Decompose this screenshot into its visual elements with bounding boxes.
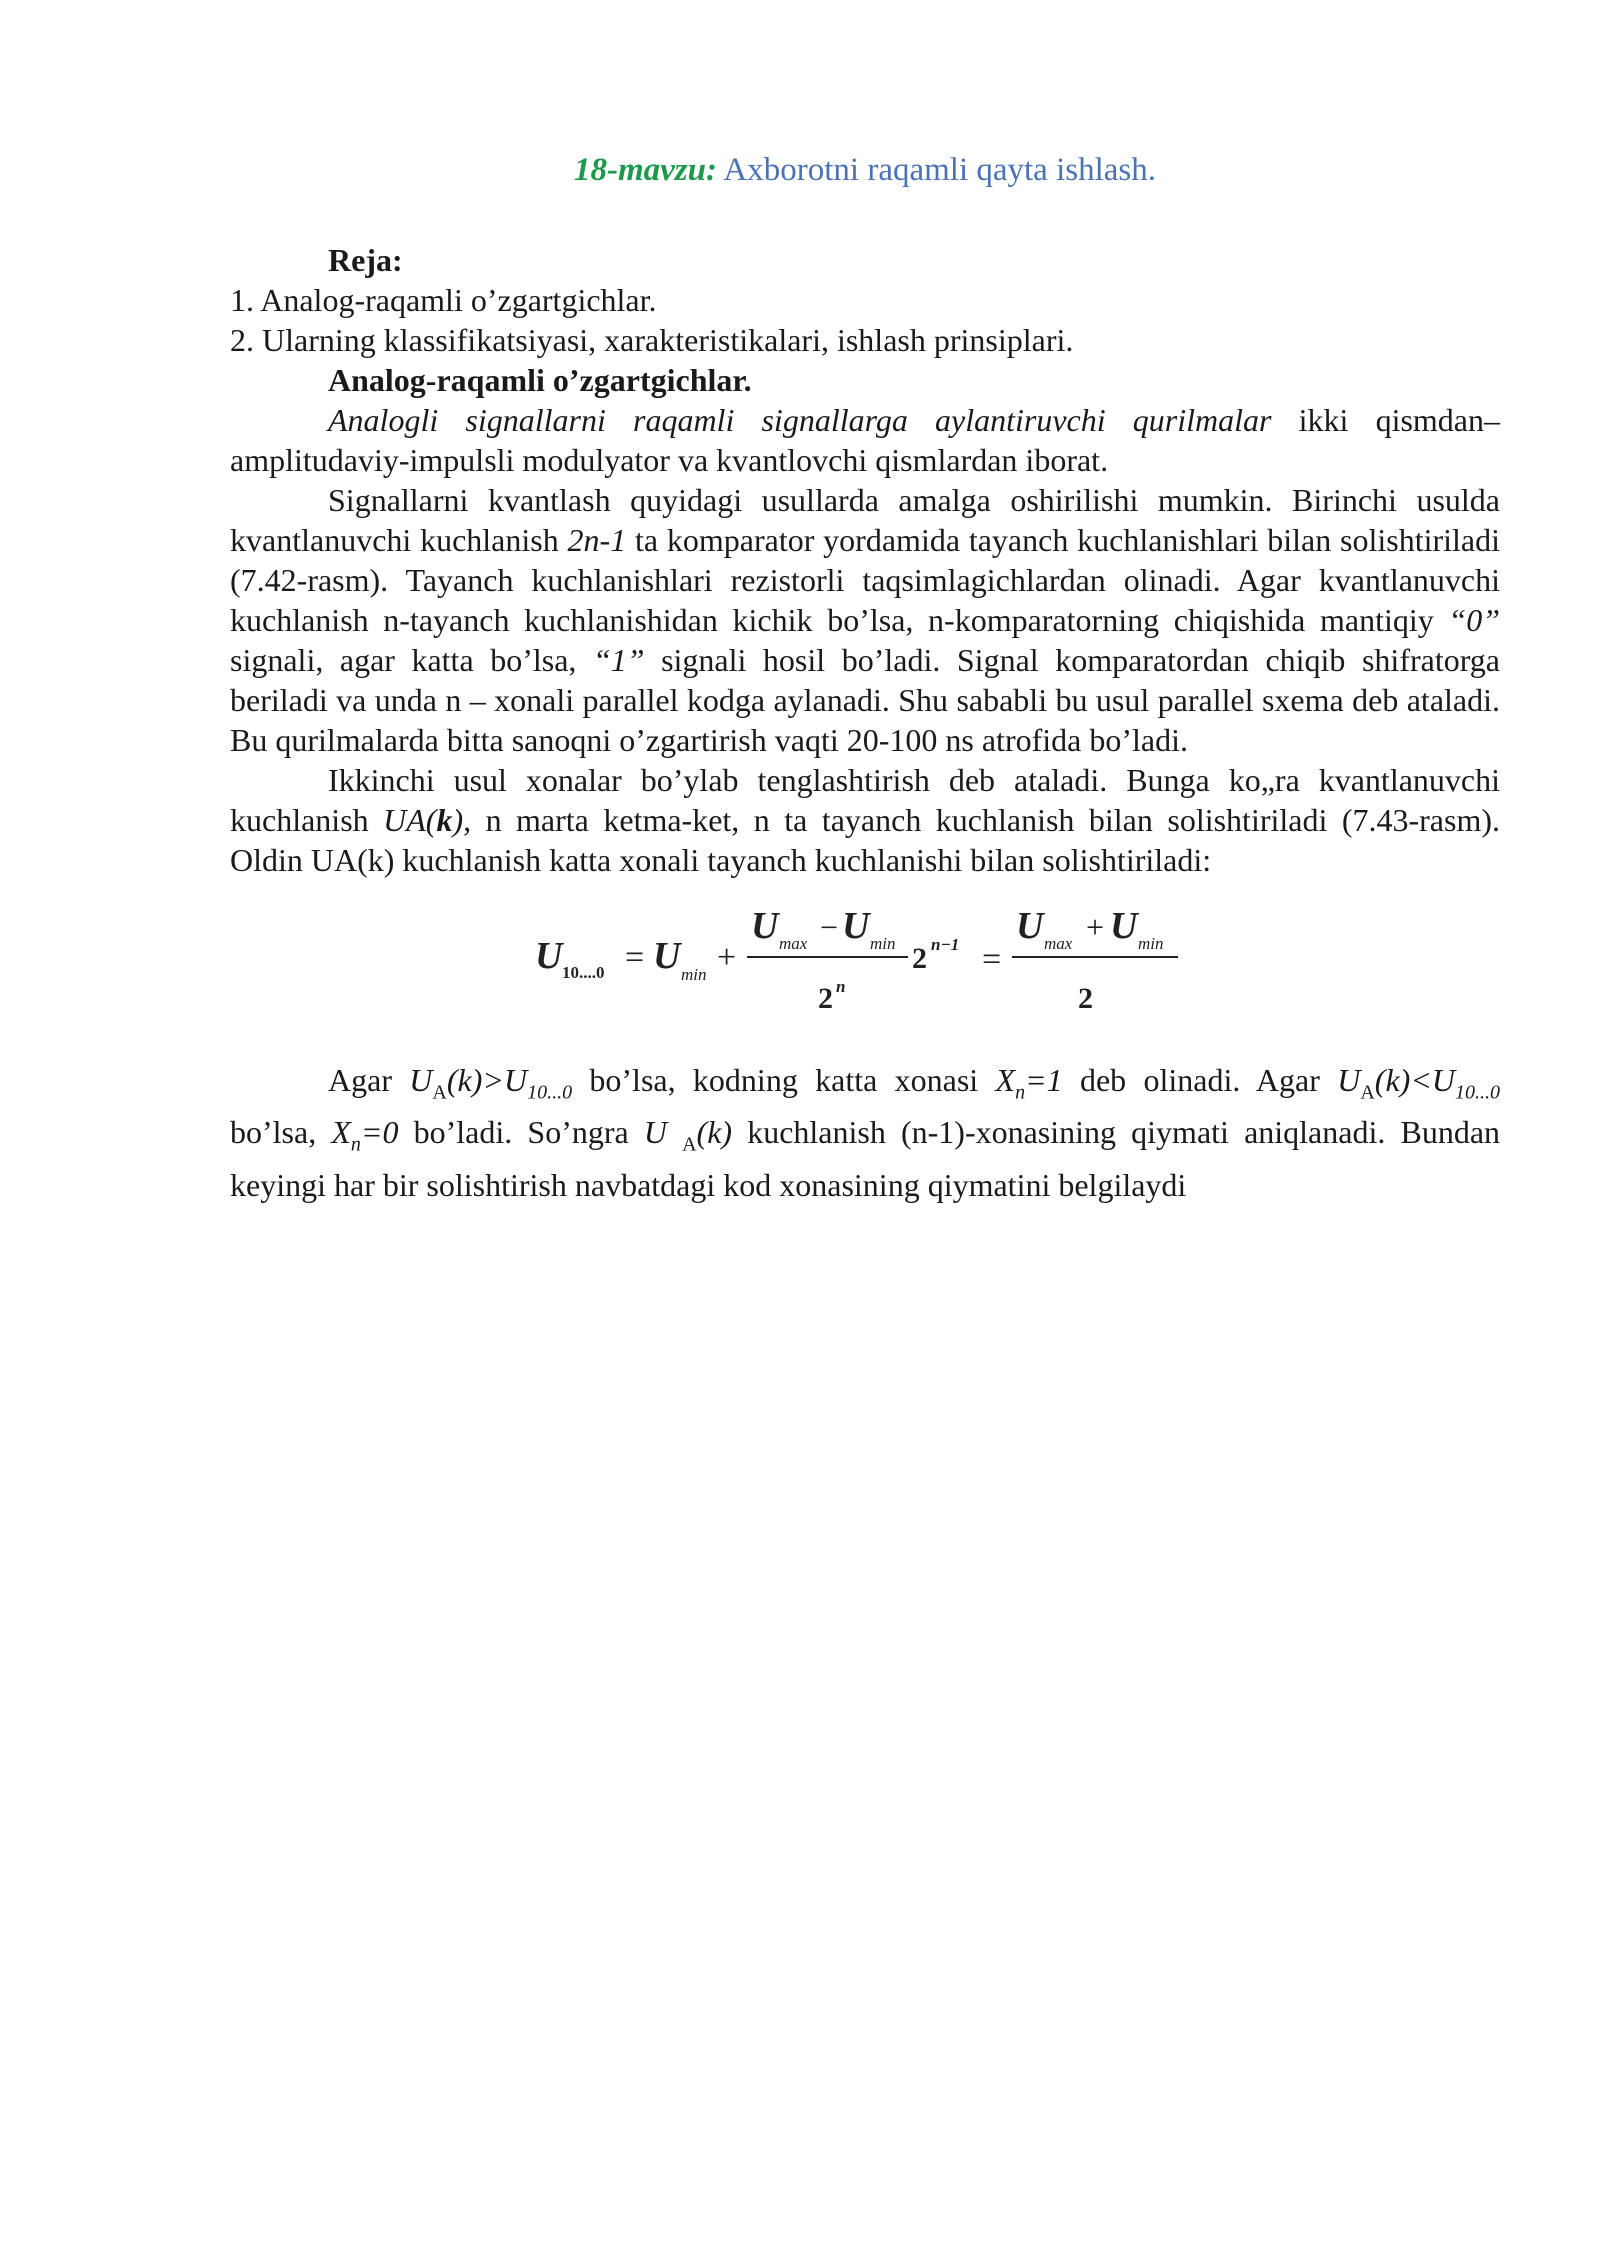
paragraph-4-italic: U [643, 1114, 683, 1151]
paragraph-4-text: Agar [328, 1062, 410, 1098]
formula-sub-min: min [681, 965, 707, 984]
formula-U: U [1016, 905, 1044, 947]
paragraph-4-text: kuchlanish (n-1)-xonasining qiymati aniqlanadi. Bundan keyingi har bir solishtirish navbatdagi kod xonasining qiymatini belgilaydi [230, 1114, 1501, 1203]
paragraph-3-bold-italic: k [436, 802, 453, 838]
paragraph-4-subscript: n [1015, 1081, 1026, 1104]
formula-sub-lhs: 10....0 [562, 963, 605, 982]
paragraph-4-subscript: A [1360, 1081, 1375, 1104]
paragraph-4-italic: X [995, 1062, 1016, 1098]
formula-plus: + [1086, 909, 1105, 945]
paragraph-2-text: ta komparator yordamida tayanch kuchlanishlari bilan solishtiriladi (7.42-rasm). Tayanch kuchlanishlari rezistorli taqsimlagichlardan olinadi. Agar kvantlanuvchi kuchlanish n-tayanch kuchlanishidan kichik bo’lsa, n-komparatorning chiqishida mantiqiy [230, 522, 1501, 638]
paragraph-3-text: Ikkinchi usul xonalar bo’ylab tenglashtirish deb ataladi. Bunga ko„ra kvantlanuvchi kuchlanish [230, 762, 1500, 838]
formula-plus: + [717, 939, 737, 976]
paragraph-4-text: bo’ladi. So’ngra [398, 1114, 644, 1151]
formula-sub-min: min [870, 934, 896, 953]
paragraph-1-italic: Analogli signallarni raqamli signallarga aylantiruvchi qurilmalar [328, 402, 1272, 438]
paragraph-2-text: Signallarni kvantlash quyidagi usullarda amalga oshirilishi mumkin. Birinchi usulda kvantlanuvchi kuchlanish [230, 482, 1500, 558]
paragraph-2 [230, 480, 1500, 760]
formula-U: U [842, 905, 870, 947]
paragraph-4-italic: =0 [360, 1114, 399, 1151]
paragraph-4-italic: (k) [696, 1114, 733, 1151]
formula-exp-n: n [836, 977, 846, 996]
paragraph-3-italic: UA( [383, 802, 437, 838]
paragraph-4-text: bo’lsa, kodning katta xonasi [572, 1062, 996, 1098]
paragraph-4 [230, 1060, 1500, 1205]
section-heading: Analog-raqamli o’zgartgichlar. [328, 362, 752, 398]
paragraph-2-text: signali hosil bo’ladi. Signal komparatordan chiqib shifratorga beriladi va unda n – xonali parallel kodga aylanadi. Shu sababli bu usul parallel sxema deb ataladi. Bu qurilmalarda bitta sanoqni o’zgartirish vaqti 20-100 ns atrofida bo’ladi. [230, 642, 1501, 758]
paragraph-2-italic: 2n-1 [567, 522, 627, 558]
formula-equals: = [625, 939, 645, 976]
paragraph-3 [230, 760, 1500, 880]
paragraph-4-subscript: A [682, 1133, 697, 1156]
paragraph-2-text: signali, agar katta bo’lsa, [230, 642, 593, 678]
formula-U: U [1110, 905, 1138, 947]
document-page [230, 150, 1500, 1205]
formula-two: 2 [1078, 982, 1093, 1015]
paragraph-4-italic: (k)<U [1374, 1062, 1456, 1098]
formula-exp-n1: n−1 [931, 935, 960, 954]
formula-sub-max: max [779, 934, 808, 953]
paragraph-1-text: ikki qismdan–amplitudaviy-impulsli modulyator va kvantlovchi qismlardan iborat. [230, 402, 1501, 478]
formula-two: 2 [912, 942, 927, 975]
plan-item: 1. Analog-raqamli o’zgartgichlar. [230, 282, 657, 318]
paragraph-3-italic: ), [452, 802, 472, 838]
formula-sub-min: min [1138, 934, 1164, 953]
paragraph-1 [230, 400, 1500, 480]
paragraph-4-italic: U [1337, 1062, 1361, 1098]
paragraph-4-subscript: n [350, 1133, 361, 1156]
formula [230, 890, 1500, 1030]
plan-heading: Reja: [328, 242, 403, 278]
formula-U: U [653, 935, 681, 977]
formula-minus: − [820, 909, 839, 945]
paragraph-2-italic: “0” [1448, 602, 1500, 638]
paragraph-4-italic: (k)>U [446, 1062, 528, 1098]
paragraph-4-italic: U [409, 1062, 433, 1098]
paragraph-4-text: deb olinadi. Agar [1062, 1062, 1338, 1098]
formula-U: U [535, 935, 563, 977]
formula-sub-max: max [1044, 934, 1073, 953]
paragraph-3-text: n marta ketma-ket, n ta tayanch kuchlanish bilan solishtiriladi (7.43-rasm). Oldin UA(k) kuchlanish katta xonali tayanch kuchlanishi bilan solishtiriladi: [230, 802, 1501, 878]
paragraph-4-subscript: 10...0 [1455, 1081, 1501, 1104]
paragraph-4-italic: =1 [1025, 1062, 1063, 1098]
topic-title: Axborotni raqamli qayta ishlash. [723, 152, 1156, 188]
formula-U: U [751, 905, 779, 947]
page-title [230, 150, 1500, 190]
topic-number: 18-mavzu: [573, 152, 717, 188]
plan-item: 2. Ularning klassifikatsiyasi, xarakteristikalari, ishlash prinsiplari. [230, 322, 1074, 358]
paragraph-4-text: bo’lsa, [230, 1114, 332, 1151]
formula-graphic [230, 890, 1500, 1030]
paragraph-4-subscript: A [432, 1081, 447, 1104]
paragraph-4-italic: X [331, 1114, 351, 1151]
formula-equals: = [982, 941, 1002, 978]
paragraph-4-subscript: 10...0 [527, 1081, 573, 1104]
paragraph-2-italic: “1” [592, 642, 645, 678]
formula-two: 2 [818, 982, 833, 1015]
